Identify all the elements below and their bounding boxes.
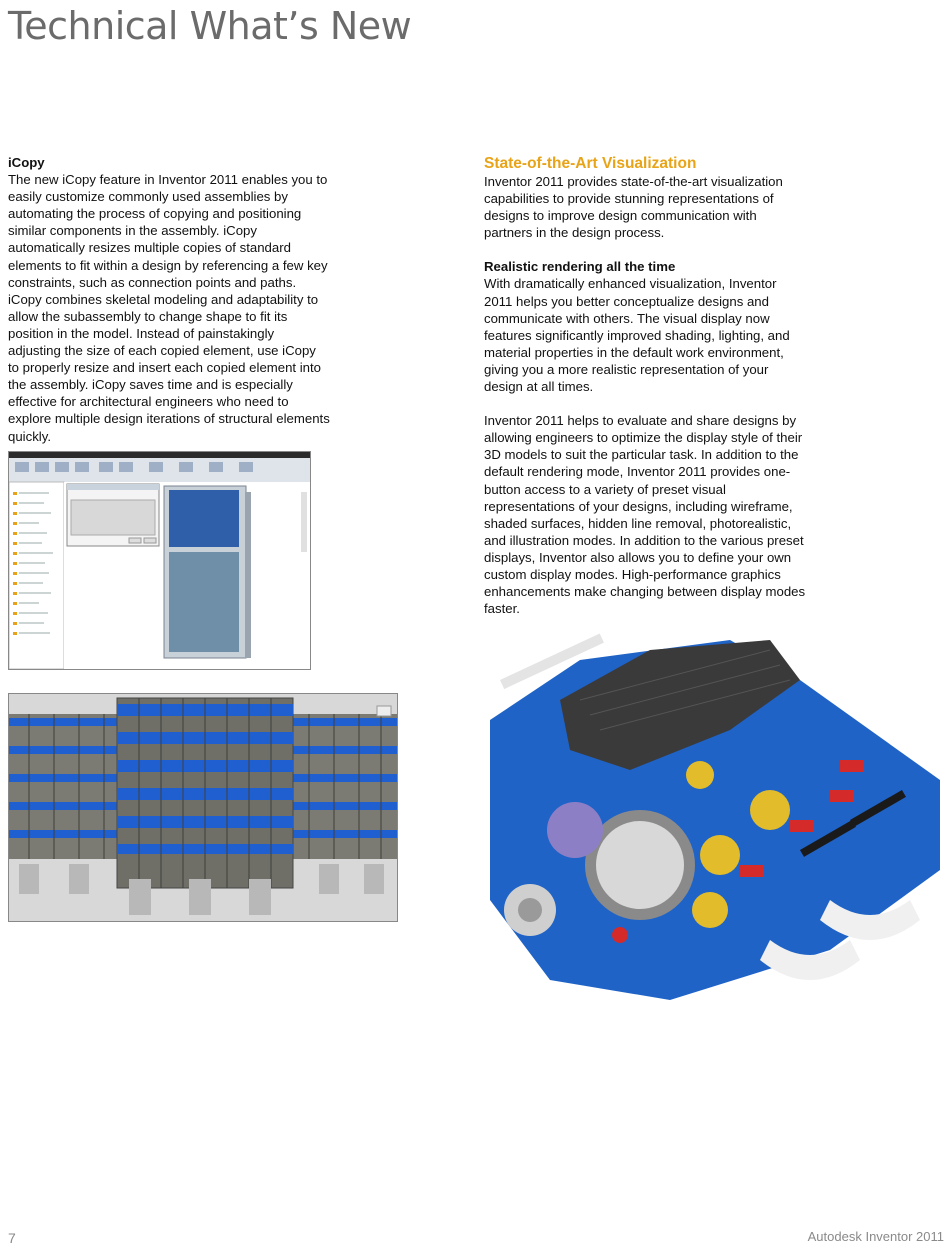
visualization-intro: Inventor 2011 provides state-of-the-art visualization capabilities to provide stunning representations of designs to improve design communication with partners in the design process. <box>484 174 783 241</box>
footer-title: Autodesk Inventor 2011 <box>807 1229 944 1244</box>
building-facade-illustration <box>9 694 397 921</box>
engine-illustration <box>470 620 950 1012</box>
rendering-subheading: Realistic rendering all the time <box>484 259 676 275</box>
icopy-body: The new iCopy feature in Inventor 2011 enables you to easily customize commonly used assemblies by automating the process of copying and positioning similar components in the assembly. iCopy automatically resizes multiple copies of standard elements to fit within a design by referencing a few key constraints, such as connection points and paths. iCopy combines skeletal modeling and adaptability to allow the subassembly to change shape to fit its position in the model. Instead of painstakingly adjusting the size of each copied element, use iCopy to properly resize and insert each copied element into the assembly. iCopy saves time and is especially effective for architectural engineers who need to explore multiple design iterations of structural elements quickly. <box>8 172 330 444</box>
visualization-heading: State-of-the-Art Visualization <box>484 155 697 172</box>
page-title: Technical What’s New <box>8 4 412 48</box>
visualization-section <box>484 154 806 617</box>
icopy-window-screenshot <box>8 451 311 670</box>
inventor-ui-illustration <box>9 452 310 669</box>
rendering-paragraph-2: Inventor 2011 helps to evaluate and share designs by allowing engineers to optimize the display style of their 3D models to suit the particular task. In addition to the default rendering mode, Inventor 2011 provides one-button access to a variety of preset visual representations of your designs, including wireframe, shaded surfaces, hidden line removal, photorealistic, and illustration modes. In addition to the various preset displays, Inventor also allows you to define your own custom display modes. High-performance graphics enhancements make changing between display modes faster. <box>484 413 806 617</box>
icopy-heading: iCopy <box>8 155 45 170</box>
page-number: 7 <box>8 1230 16 1246</box>
rendering-paragraph-1: With dramatically enhanced visualization, Inventor 2011 helps you better conceptualize designs and communicate with others. The visual display now features significantly improved shading, lighting, and material properties in the default work environment, giving you a more realistic representation of your design at all times. <box>484 276 790 395</box>
engine-render <box>470 620 950 1012</box>
icopy-section <box>8 154 330 445</box>
icopy-building-screenshot <box>8 693 398 922</box>
